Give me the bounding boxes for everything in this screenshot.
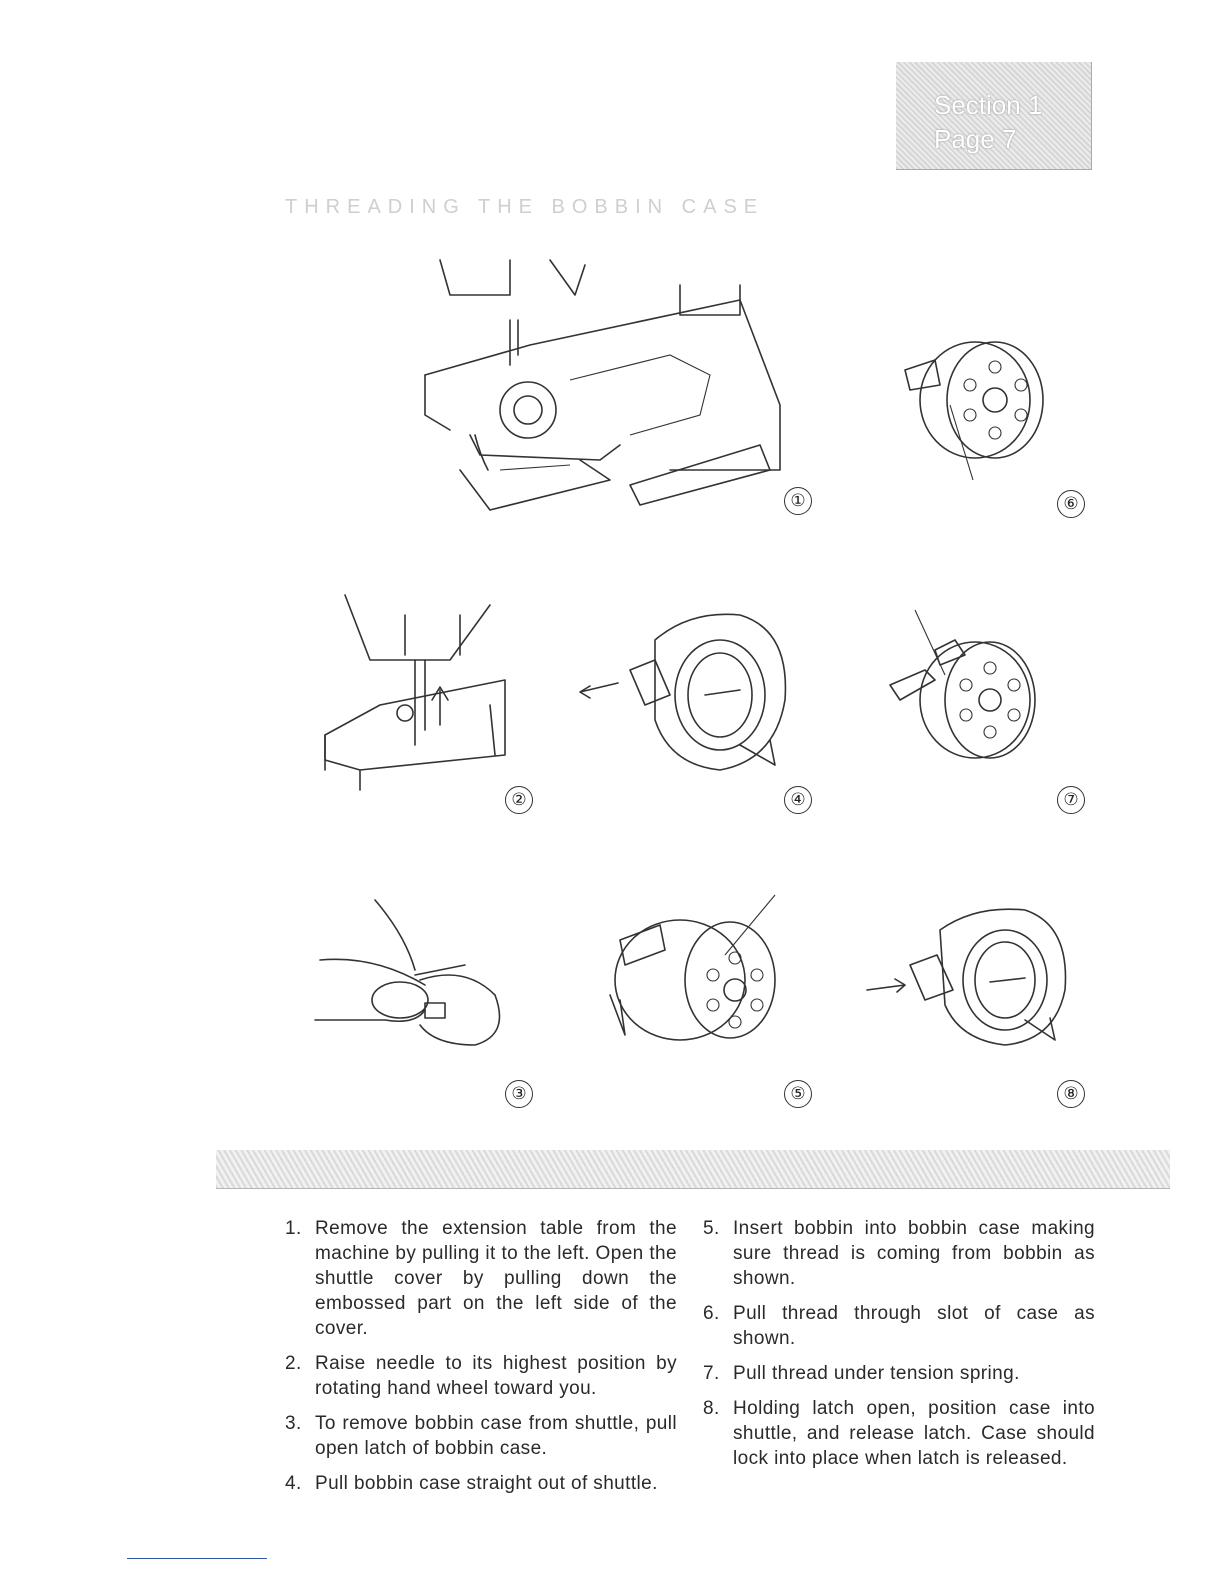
section-label: Section 1	[934, 90, 1043, 120]
step-5-text: Insert bobbin into bobbin case making sure thread is coming from bobbin as shown.	[733, 1218, 1095, 1289]
step-4: 4. Pull bobbin case straight out of shuttle.	[285, 1473, 658, 1494]
figure-7-illustration	[880, 610, 1050, 785]
step-2-text: Raise needle to its highest position by rotating hand wheel toward you.	[315, 1353, 677, 1399]
step-6-text: Pull thread through slot of case as shown.	[733, 1303, 1095, 1349]
step-7: 7. Pull thread under tension spring.	[703, 1363, 1020, 1384]
step-7-text: Pull thread under tension spring.	[733, 1363, 1020, 1384]
figure-8-illustration	[865, 900, 1075, 1055]
figure-2-illustration	[320, 595, 520, 800]
step-1-text: Remove the extension table from the machine by pulling it to the left. Open the shuttle cover by pulling down the embossed part on the left side of the cover.	[315, 1218, 677, 1339]
instructions-right-column	[703, 1216, 1095, 1481]
figure-8-number: ⑧	[1057, 1080, 1085, 1108]
instructions-left-column	[285, 1216, 677, 1506]
figure-2-number: ②	[505, 786, 533, 814]
page-title: THREADING THE BOBBIN CASE	[285, 196, 765, 218]
figure-5-illustration	[600, 895, 790, 1050]
figure-6-number: ⑥	[1057, 490, 1085, 518]
figure-1-number: ①	[784, 487, 812, 515]
footer-rule	[127, 1558, 267, 1559]
section-divider	[216, 1150, 1170, 1189]
step-8-text: Holding latch open, position case into shuttle, and release latch. Case should lock into place when latch is released.	[733, 1398, 1095, 1469]
figure-5-number: ⑤	[784, 1080, 812, 1108]
section-page-badge	[896, 62, 1092, 170]
figure-1-illustration	[410, 255, 790, 530]
figure-4-number: ④	[784, 786, 812, 814]
figure-3-illustration	[315, 895, 515, 1060]
step-6: 6. Pull thread through slot of case as shown.	[703, 1303, 1095, 1349]
step-2: 2. Raise needle to its highest position by rotating hand wheel toward you.	[285, 1353, 677, 1399]
step-8: 8. Holding latch open, position case into shuttle, and release latch. Case should lock into place when latch is released.	[703, 1398, 1095, 1469]
page-label: Page 7	[934, 124, 1017, 154]
figure-7-number: ⑦	[1057, 786, 1085, 814]
step-3-text: To remove bobbin case from shuttle, pull open latch of bobbin case.	[315, 1413, 677, 1459]
figure-4-illustration	[580, 600, 810, 785]
step-1: 1. Remove the extension table from the machine by pulling it to the left. Open the shuttle cover by pulling down the embossed part on the left side of the cover.	[285, 1218, 677, 1339]
figure-3-number: ③	[505, 1080, 533, 1108]
figure-6-illustration	[895, 330, 1065, 495]
step-4-text: Pull bobbin case straight out of shuttle.	[315, 1473, 658, 1494]
step-5: 5. Insert bobbin into bobbin case making sure thread is coming from bobbin as shown.	[703, 1218, 1095, 1289]
step-3: 3. To remove bobbin case from shuttle, pull open latch of bobbin case.	[285, 1413, 677, 1459]
